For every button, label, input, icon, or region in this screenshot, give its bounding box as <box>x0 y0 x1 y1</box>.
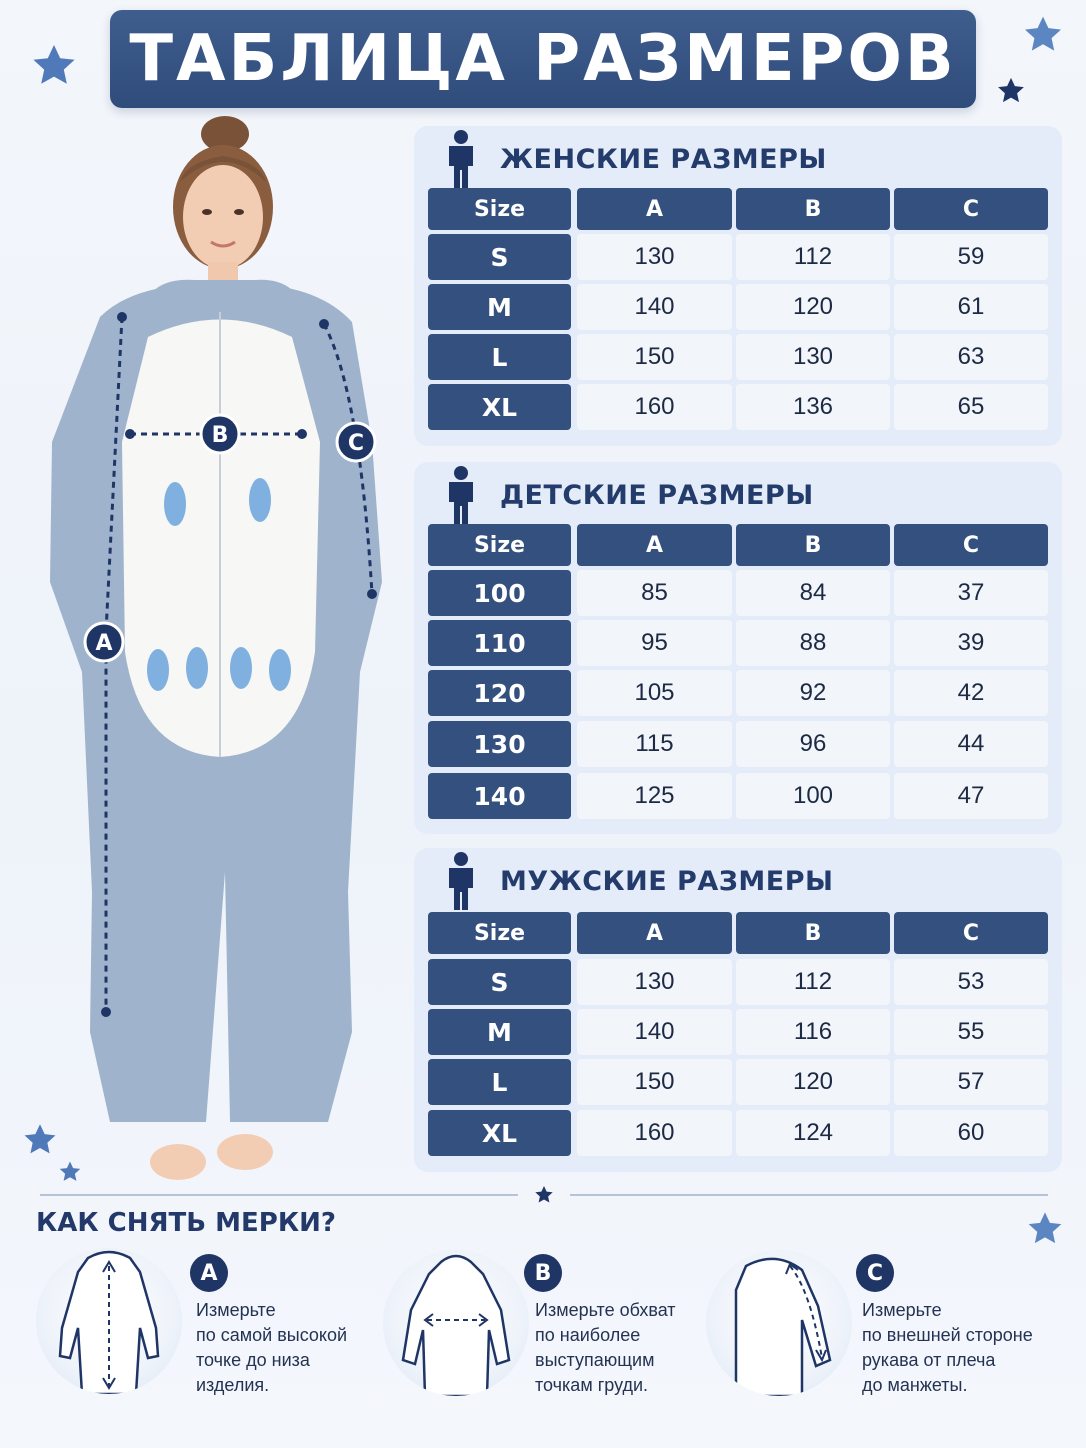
size-label: XL <box>428 1110 571 1156</box>
table-cell: 140 <box>577 284 732 330</box>
size-label: L <box>428 334 571 380</box>
table-cell: 150 <box>577 1059 732 1105</box>
col-header: C <box>894 912 1048 954</box>
table-cell: 61 <box>894 284 1048 330</box>
table-row <box>428 384 1048 430</box>
table-cell: 63 <box>894 334 1048 380</box>
size-label: S <box>428 234 571 280</box>
table-cell: 160 <box>577 384 732 430</box>
size-label: L <box>428 1059 571 1105</box>
panel-men <box>414 848 1062 1172</box>
badge-c: C <box>856 1254 894 1292</box>
title-banner <box>110 10 976 108</box>
table-cell: 130 <box>577 959 732 1005</box>
table-row <box>428 1009 1048 1055</box>
star-icon <box>1026 1210 1064 1248</box>
col-header: Size <box>428 524 571 566</box>
guide-b-text: Измерьте обхват по наиболее выступающим точкам груди. <box>535 1300 676 1395</box>
table-row <box>428 284 1048 330</box>
size-label: 130 <box>428 721 571 767</box>
table-cell: 124 <box>736 1110 890 1156</box>
table-row <box>428 773 1048 819</box>
col-header: Size <box>428 912 571 954</box>
howto-title: КАК СНЯТЬ МЕРКИ? <box>36 1208 336 1238</box>
table-cell: 120 <box>736 1059 890 1105</box>
model-figure <box>30 112 400 1197</box>
panel-title: ЖЕНСКИЕ РАЗМЕРЫ <box>500 143 827 175</box>
guide-a-illustration <box>36 1248 182 1394</box>
size-label: S <box>428 959 571 1005</box>
table-cell: 84 <box>736 570 890 616</box>
col-header: A <box>577 188 732 230</box>
table-cell: 130 <box>736 334 890 380</box>
size-label: 110 <box>428 620 571 666</box>
size-label: 140 <box>428 773 571 819</box>
col-header: B <box>736 912 890 954</box>
col-header: C <box>894 524 1048 566</box>
table-cell: 120 <box>736 284 890 330</box>
size-label: 120 <box>428 670 571 716</box>
col-header: B <box>736 188 890 230</box>
star-icon <box>1022 14 1064 56</box>
guide-c-text: Измерьте по внешней стороне рукава от плеча до манжеты. <box>862 1300 1033 1395</box>
guide-c-illustration <box>706 1250 852 1396</box>
size-label: XL <box>428 384 571 430</box>
label-c: C <box>347 431 365 456</box>
label-b: B <box>211 423 229 448</box>
table-row <box>428 234 1048 280</box>
table-cell: 44 <box>894 721 1048 767</box>
table-cell: 112 <box>736 959 890 1005</box>
table-cell: 140 <box>577 1009 732 1055</box>
col-header: A <box>577 524 732 566</box>
table-cell: 57 <box>894 1059 1048 1105</box>
guide-b-illustration <box>383 1250 529 1396</box>
onesie-outline-icon <box>36 1248 182 1394</box>
table-cell: 96 <box>736 721 890 767</box>
badge-a: A <box>190 1254 228 1292</box>
table-row <box>428 570 1048 616</box>
table-cell: 42 <box>894 670 1048 716</box>
table-cell: 115 <box>577 721 732 767</box>
onesie-outline-icon <box>383 1250 529 1396</box>
table-cell: 47 <box>894 773 1048 819</box>
badge-b: B <box>524 1254 562 1292</box>
label-a: A <box>95 631 113 656</box>
col-header: B <box>736 524 890 566</box>
table-row <box>428 721 1048 767</box>
table-cell: 55 <box>894 1009 1048 1055</box>
table-cell: 95 <box>577 620 732 666</box>
star-icon <box>30 42 78 90</box>
col-header: Size <box>428 188 571 230</box>
size-label: 100 <box>428 570 571 616</box>
table-cell: 130 <box>577 234 732 280</box>
person-icon <box>444 130 478 188</box>
person-icon <box>444 852 478 910</box>
table-cell: 88 <box>736 620 890 666</box>
size-label: M <box>428 284 571 330</box>
table-cell: 85 <box>577 570 732 616</box>
table-cell: 39 <box>894 620 1048 666</box>
table-cell: 37 <box>894 570 1048 616</box>
table-cell: 92 <box>736 670 890 716</box>
table-cell: 59 <box>894 234 1048 280</box>
table-cell: 60 <box>894 1110 1048 1156</box>
panel-women <box>414 126 1062 446</box>
star-icon <box>996 76 1026 106</box>
table-cell: 125 <box>577 773 732 819</box>
table-row <box>428 959 1048 1005</box>
table-cell: 116 <box>736 1009 890 1055</box>
table-row <box>428 334 1048 380</box>
guide-a-text: Измерьте по самой высокой точке до низа изделия. <box>196 1300 348 1395</box>
table-cell: 53 <box>894 959 1048 1005</box>
table-cell: 100 <box>736 773 890 819</box>
table-cell: 136 <box>736 384 890 430</box>
table-cell: 105 <box>577 670 732 716</box>
page-title: ТАБЛИЦА РАЗМЕРОВ <box>129 22 957 96</box>
panel-kids <box>414 462 1062 834</box>
person-icon <box>444 466 478 524</box>
panel-title: МУЖСКИЕ РАЗМЕРЫ <box>500 865 834 897</box>
table-cell: 65 <box>894 384 1048 430</box>
table-cell: 150 <box>577 334 732 380</box>
table-cell: 160 <box>577 1110 732 1156</box>
table-row <box>428 620 1048 666</box>
col-header: C <box>894 188 1048 230</box>
table-row <box>428 1059 1048 1105</box>
panel-title: ДЕТСКИЕ РАЗМЕРЫ <box>500 479 814 511</box>
table-cell: 112 <box>736 234 890 280</box>
size-label: M <box>428 1009 571 1055</box>
col-header: A <box>577 912 732 954</box>
onesie-outline-icon <box>706 1250 852 1396</box>
table-row <box>428 670 1048 716</box>
divider <box>40 1186 1048 1204</box>
table-row <box>428 1110 1048 1156</box>
